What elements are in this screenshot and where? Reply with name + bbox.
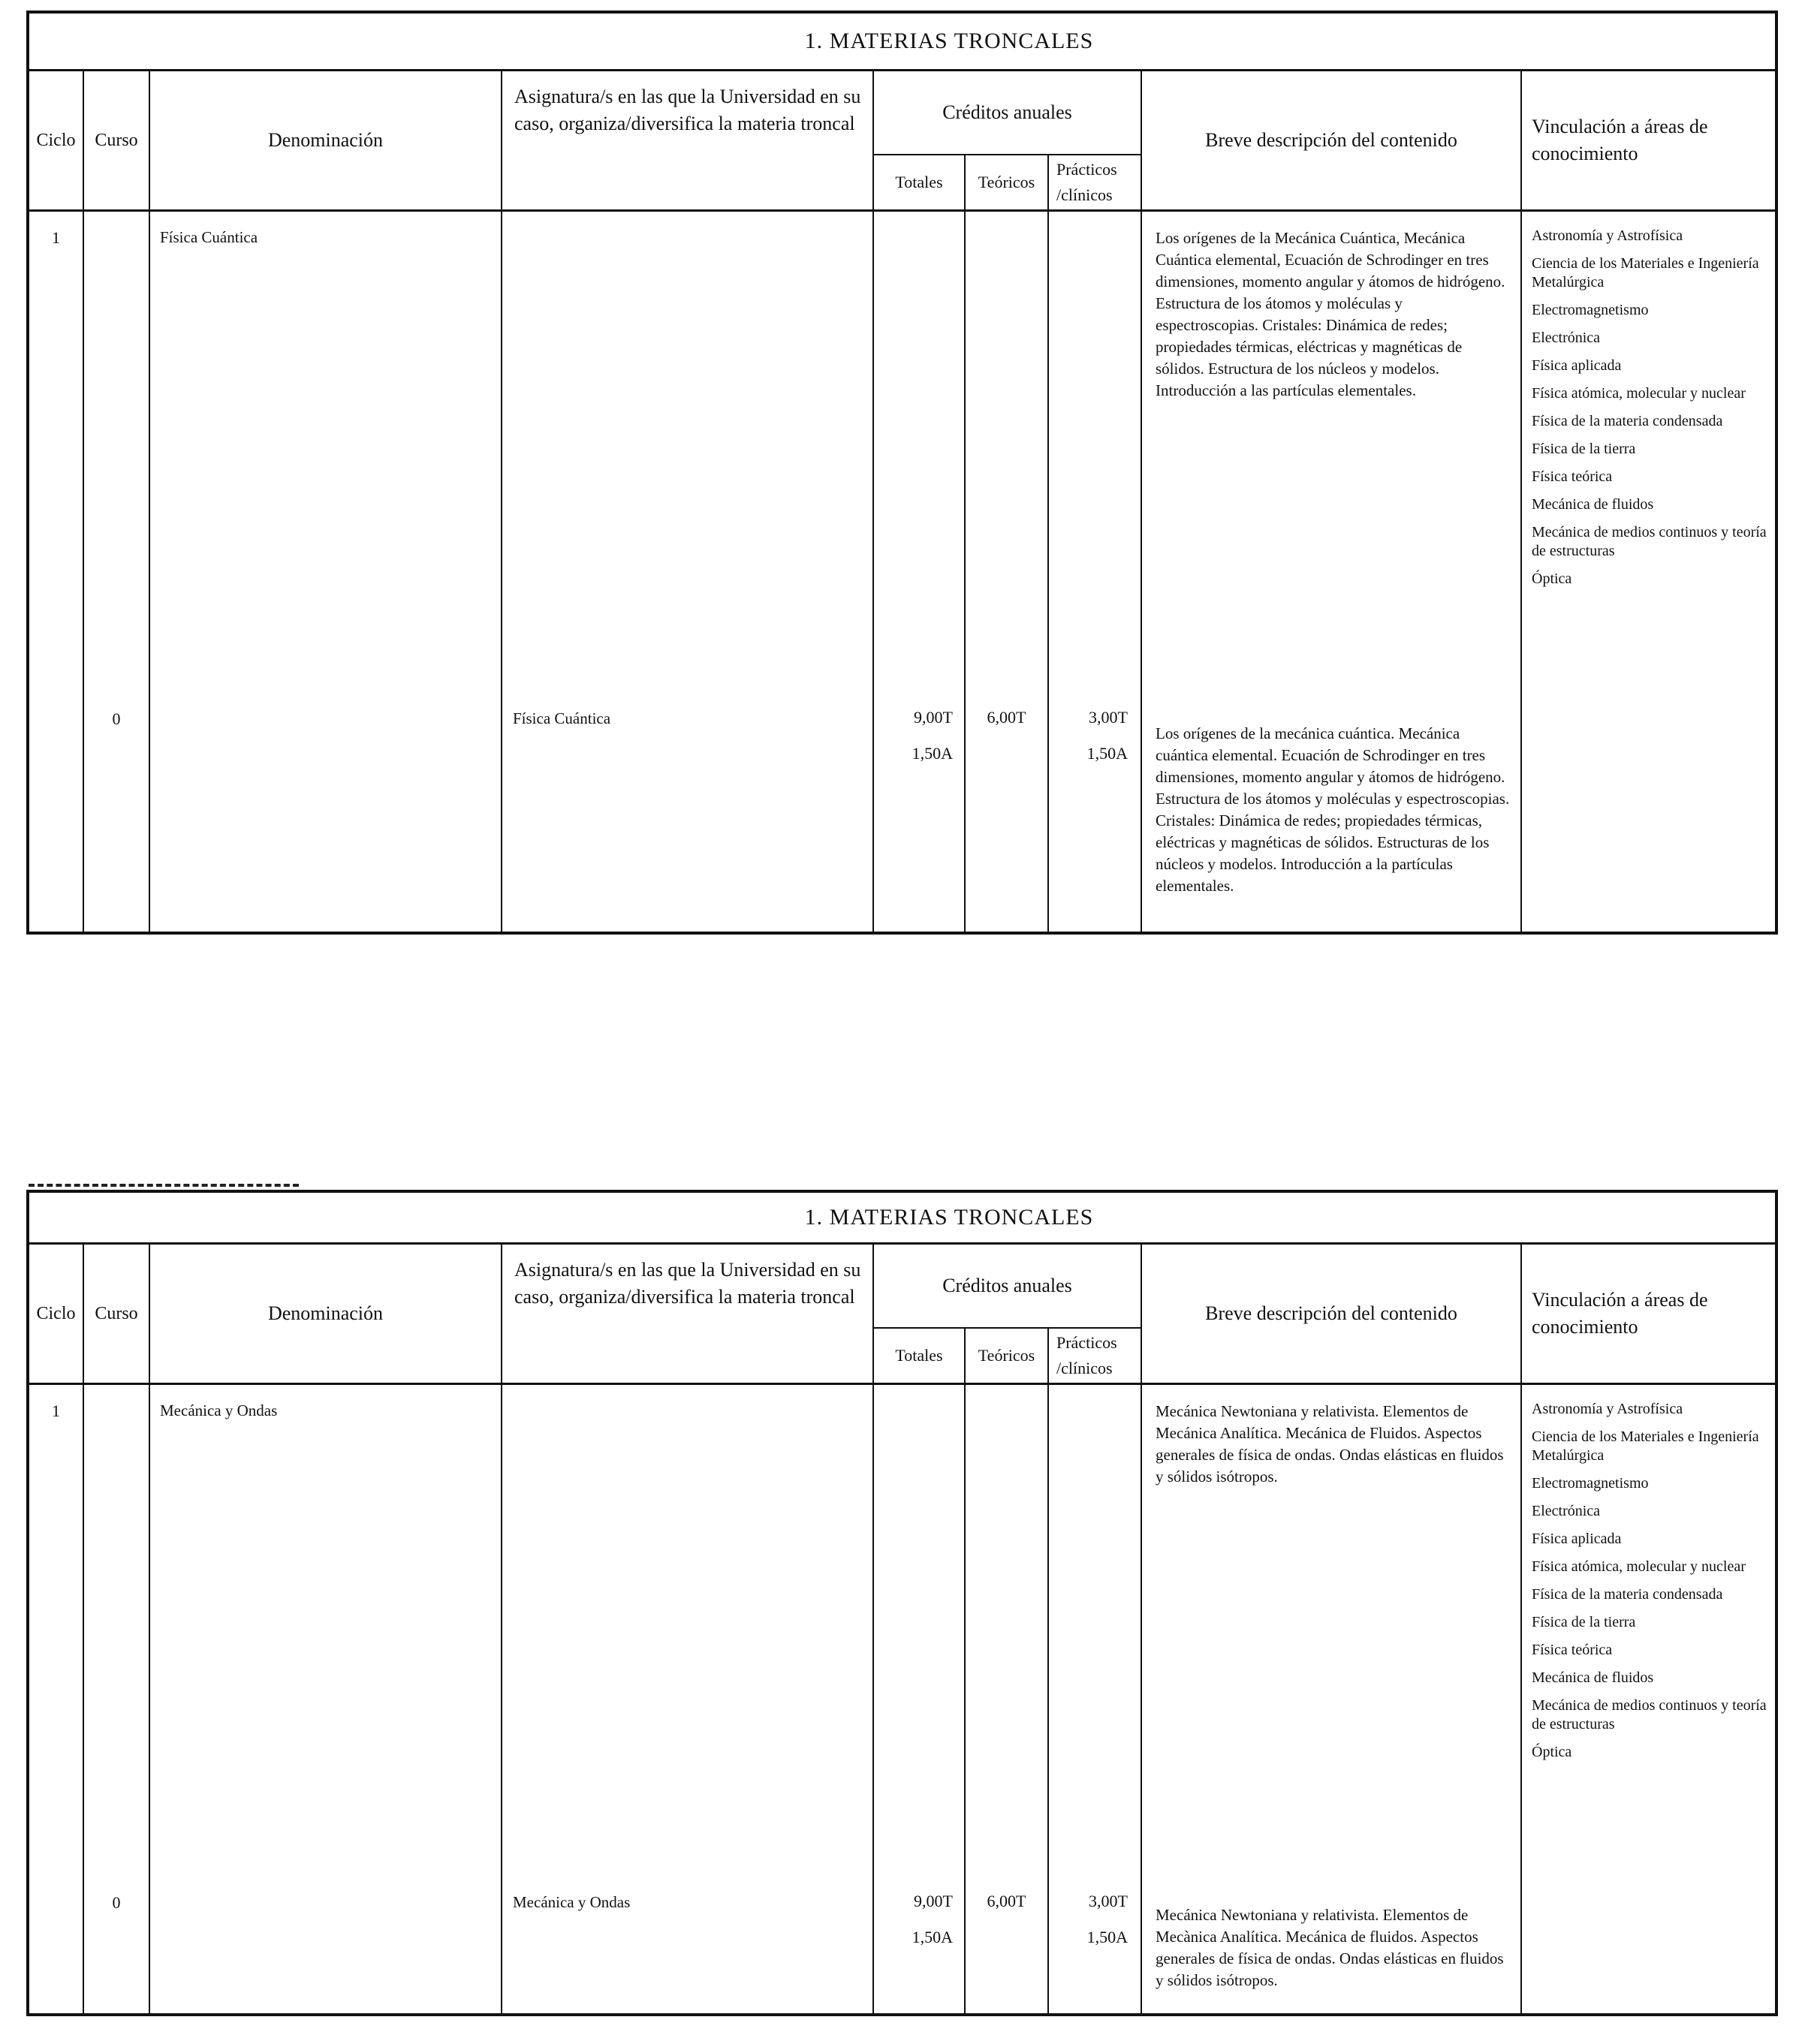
header-creditos-anuales: Créditos anuales <box>874 1245 1141 1329</box>
area-item: Electrónica <box>1532 330 1601 346</box>
area-item: Mecánica de fluidos <box>1532 1669 1654 1686</box>
header-ciclo: Ciclo <box>29 71 84 212</box>
body-totales-column <box>874 1385 966 2013</box>
area-item: Física aplicada <box>1532 357 1622 374</box>
scan-artifact-dashed-line <box>29 1184 299 1187</box>
materias-troncales-table-2 <box>26 1190 1778 2016</box>
teoricos-values <box>966 1893 1047 1929</box>
materias-troncales-table-1 <box>26 11 1778 935</box>
area-item: Mecánica de fluidos <box>1532 496 1654 513</box>
header-creditos-group <box>874 71 1142 212</box>
header-practicos-line2: /clínicos <box>1056 1359 1113 1377</box>
credit-value: 3,00T <box>1089 708 1128 727</box>
area-item: Ciencia de los Materiales e Ingeniería Metalúrgica <box>1532 255 1759 290</box>
header-asignatura: Asignatura/s en las que la Universidad en su caso, organiza/diversifica la materia troncal <box>502 71 874 212</box>
header-asignatura: Asignatura/s en las que la Universidad en su caso, organiza/diversifica la materia troncal <box>502 1245 874 1385</box>
area-item: Física aplicada <box>1532 1531 1622 1547</box>
body-totales-column <box>874 212 966 932</box>
header-teoricos: Teóricos <box>966 155 1049 209</box>
area-item: Electromagnetismo <box>1532 1475 1649 1492</box>
body-asignatura-column <box>502 212 874 932</box>
area-item: Astronomía y Astrofísica <box>1532 227 1683 244</box>
header-totales: Totales <box>874 1329 966 1383</box>
header-curso: Curso <box>84 71 150 212</box>
header-descripcion: Breve descripción del contenido <box>1142 1245 1522 1385</box>
credit-value: 6,00T <box>987 708 1026 727</box>
header-practicos-clinicos <box>1049 155 1141 209</box>
body-asignatura-column <box>502 1385 874 2013</box>
curso-value: 0 <box>112 1893 121 1912</box>
header-denominacion: Denominación <box>150 1245 502 1385</box>
denominacion-value: Física Cuántica <box>160 228 258 246</box>
area-item: Electromagnetismo <box>1532 302 1649 318</box>
area-item: Física de la materia condensada <box>1532 1586 1723 1603</box>
area-item: Física atómica, molecular y nuclear <box>1532 385 1746 402</box>
body-practicos-column <box>1049 212 1142 932</box>
area-item: Física de la materia condensada <box>1532 413 1723 429</box>
body-vinculacion-column <box>1522 1385 1775 2013</box>
area-item: Óptica <box>1532 570 1572 587</box>
creditos-subheaders <box>874 155 1141 209</box>
credit-value: 9,00T <box>914 1892 953 1910</box>
credit-value: 1,50A <box>1086 744 1128 763</box>
descripcion-materia: Mecánica Newtoniana y relativista. Elementos de Mecánica Analítica. Mecánica de Fluidos. Aspectos generales de física de ondas. Ondas elásticas en fluidos y sólidos isótropos. <box>1156 1402 1504 1486</box>
practicos-values <box>1049 709 1141 781</box>
header-descripcion: Breve descripción del contenido <box>1142 71 1522 212</box>
header-ciclo: Ciclo <box>29 1245 84 1385</box>
body-ciclo-column <box>29 1385 84 2013</box>
body-curso-column <box>84 1385 150 2013</box>
credit-value: 6,00T <box>987 1892 1026 1910</box>
area-item: Física teórica <box>1532 1642 1613 1658</box>
header-teoricos: Teóricos <box>966 1329 1049 1383</box>
area-item: Mecánica de medios continuos y teoría de estructuras <box>1532 524 1767 559</box>
credit-value: 3,00T <box>1089 1892 1128 1910</box>
area-item: Astronomía y Astrofísica <box>1532 1401 1683 1417</box>
totales-values <box>874 1893 964 1965</box>
header-curso: Curso <box>84 1245 150 1385</box>
totales-values <box>874 709 964 781</box>
body-teoricos-column <box>966 1385 1049 2013</box>
descripcion-materia: Los orígenes de la Mecánica Cuántica, Mecánica Cuántica elemental, Ecuación de Schrodinger en tres dimensiones, momento angular y átomos de hidrógeno. Estructura de los átomos y moléculas y espectroscopias. Cristales: Dinámica de redes; propiedades térmicas, eléctricas y magnéticas de sólidos. Estructura de los núcleos y modelos. Introducción a las partículas elementales. <box>1156 229 1505 399</box>
body-curso-column <box>84 212 150 932</box>
header-creditos-anuales: Créditos anuales <box>874 71 1141 155</box>
header-vinculacion: Vinculación a áreas de conocimiento <box>1522 1245 1775 1385</box>
body-descripcion-column <box>1142 212 1522 932</box>
header-creditos-group <box>874 1245 1142 1385</box>
area-item: Electrónica <box>1532 1503 1601 1519</box>
descripcion-asignatura: Mecánica Newtoniana y relativista. Elementos de Mecànica Analítica. Mecánica de fluidos. Aspectos generales de física de ondas. Ondas elásticas en fluidos y sólidos isótropos. <box>1156 1906 1504 1989</box>
header-practicos-clinicos <box>1049 1329 1141 1383</box>
body-vinculacion-column <box>1522 212 1775 932</box>
header-vinculacion: Vinculación a áreas de conocimiento <box>1522 71 1775 212</box>
body-descripcion-column <box>1142 1385 1522 2013</box>
curso-value: 0 <box>112 709 121 728</box>
vinculacion-areas-list <box>1522 1385 1775 1771</box>
area-item: Óptica <box>1532 1744 1572 1760</box>
area-item: Física de la tierra <box>1532 441 1636 457</box>
area-item: Ciencia de los Materiales e Ingeniería Metalúrgica <box>1532 1428 1759 1464</box>
body-practicos-column <box>1049 1385 1142 2013</box>
area-item: Física de la tierra <box>1532 1614 1636 1630</box>
credit-value: 1,50A <box>912 744 953 763</box>
body-denominacion-column <box>150 1385 502 2013</box>
asignatura-value: Mecánica y Ondas <box>513 1893 631 1911</box>
ciclo-value: 1 <box>52 228 60 247</box>
body-ciclo-column <box>29 212 84 932</box>
header-totales: Totales <box>874 155 966 209</box>
teoricos-values <box>966 709 1047 745</box>
descripcion-asignatura: Los orígenes de la mecánica cuántica. Mecánica cuántica elemental. Ecuación de Schrodinger en tres dimensiones, momento angular y átomos de hidrógeno. Estructura de los átomos y moléculas y espectroscopias. Cristales: Dinámica de redes; propiedades térmicas, eléctricas y magnéticas de sólidos. Estructuras de los núcleos y modelos. Introducción a la partículas elementales. <box>1156 724 1510 895</box>
practicos-values <box>1049 1893 1141 1965</box>
creditos-subheaders <box>874 1329 1141 1383</box>
area-item: Mecánica de medios continuos y teoría de estructuras <box>1532 1697 1767 1732</box>
area-item: Física teórica <box>1532 468 1613 485</box>
header-practicos-line2: /clínicos <box>1056 185 1113 204</box>
vinculacion-areas-list <box>1522 212 1775 598</box>
body-denominacion-column <box>150 212 502 932</box>
body-teoricos-column <box>966 212 1049 932</box>
credit-value: 9,00T <box>914 708 953 727</box>
asignatura-value: Física Cuántica <box>513 709 611 727</box>
header-practicos-line1: Prácticos <box>1056 159 1117 179</box>
credit-value: 1,50A <box>912 1928 953 1946</box>
table-title: 1. MATERIAS TRONCALES <box>29 1193 1775 1245</box>
header-denominacion: Denominación <box>150 71 502 212</box>
area-item: Física atómica, molecular y nuclear <box>1532 1558 1746 1575</box>
credit-value: 1,50A <box>1086 1928 1128 1946</box>
table-title: 1. MATERIAS TRONCALES <box>29 14 1775 71</box>
denominacion-value: Mecánica y Ondas <box>160 1401 278 1419</box>
header-practicos-line1: Prácticos <box>1056 1332 1117 1352</box>
ciclo-value: 1 <box>52 1401 60 1420</box>
